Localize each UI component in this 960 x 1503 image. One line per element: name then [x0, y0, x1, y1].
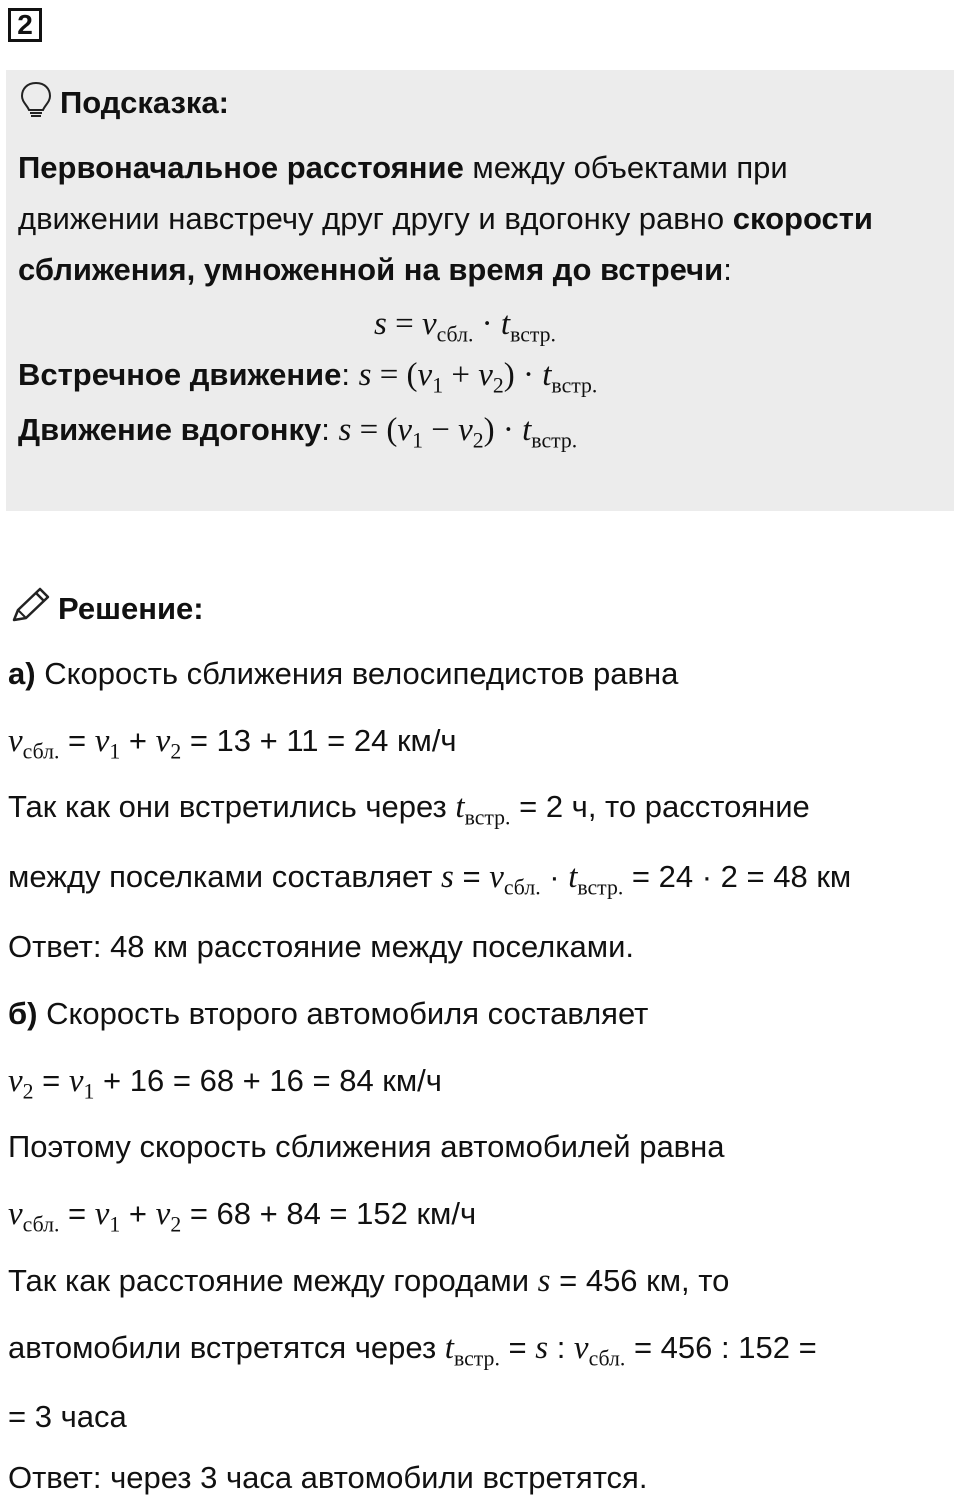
math-expr: s — [441, 859, 454, 895]
hint-chase-line: Движение вдогонку: $s = (v_1 - v_2) \cdot t_{встр.}$ — [18, 412, 578, 453]
solution-text: = 2 ч, то расстояние — [510, 789, 810, 824]
solution-text: Так как они встретились через — [8, 789, 456, 824]
solution-b-line6: автомобили встретятся через $t_{встр.} = s$ : $v_{сбл.} = 456$ : 152 = — [8, 1330, 817, 1371]
hint-title: Подсказка: — [60, 84, 229, 120]
solution-text: Скорость второго автомобиля составляет — [37, 996, 649, 1031]
solution-text: = 24 · 2 = 48 км — [623, 859, 852, 894]
solution-a-eq1: $v_{сбл.} = v_1 + v_2 = 13 + 11 = 24$ км/ч — [8, 723, 457, 764]
solution-b-eq1: $v_2 = v_1 + 16 = 68 + 16 = 84$ км/ч — [8, 1063, 442, 1104]
math-expr: $v_1$ — [94, 723, 121, 764]
math-expr: $v_{сбл.}$ — [8, 723, 60, 764]
solution-a-line3 — [8, 787, 810, 830]
solution-title: Решение: — [58, 590, 204, 626]
solution-text: Так как расстояние между городами — [8, 1263, 538, 1298]
hint-line-2 — [18, 199, 873, 239]
math-expr: s — [537, 1263, 551, 1299]
meet-formula: $s = (v_1 + v_2) \cdot t_{встр.}$ — [358, 357, 598, 398]
part-b-label: б) — [8, 996, 38, 1031]
math-expr: $v_1$ — [94, 1196, 121, 1237]
hint-formula-main: $s = v_{сбл.} \cdot t_{встр.}$ — [374, 306, 556, 347]
solution-b-line3: Поэтому скорость сближения автомобилей равна — [8, 1129, 725, 1164]
hint-bold-term: Первоначальное расстояние — [18, 150, 464, 185]
solution-b-intro — [8, 994, 648, 1034]
solution-b-eq2: $v_{сбл.} = v_1 + v_2 = 68 + 84 = 152$ км/ч — [8, 1196, 477, 1237]
solution-text: автомобили встретятся через — [8, 1330, 445, 1365]
solution-b-line7: = 3 часа — [8, 1399, 127, 1434]
hint-bold-term: сближения, умноженной на время до встречи — [18, 252, 724, 287]
chase-label: Движение вдогонку — [18, 412, 322, 447]
hint-text: : — [723, 252, 732, 287]
hint-meet-line: Встречное движение: $s = (v_1 + v_2) \cdot t_{встр.}$ — [18, 357, 598, 398]
solution-a-line4: между поселками составляет $s = v_{сбл.} \cdot t_{встр.} = 24 \cdot 2 = 48$ км — [8, 859, 852, 900]
math-expr: $t_{встр.}$ — [455, 789, 511, 830]
solution-text: = 13 + 11 = 24 км/ч — [181, 723, 457, 758]
hint-text: между объектами при — [463, 150, 788, 185]
math-expr: $v_1$ — [68, 1063, 95, 1104]
meet-label: Встречное движение — [18, 357, 342, 392]
hint-box — [6, 70, 954, 511]
lightbulb-icon — [18, 80, 54, 125]
solution-text: = 456 : 152 = — [625, 1330, 817, 1365]
solution-text: = 68 + 84 = 152 км/ч — [181, 1196, 477, 1231]
math-expr: $v_{сбл.}$ — [489, 859, 541, 900]
math-expr: $t_{встр.}$ — [444, 1330, 500, 1371]
solution-b-line5 — [8, 1261, 729, 1301]
math-expr: $v_{сбл.}$ — [8, 1196, 60, 1237]
math-expr: $v_{сбл.}$ — [573, 1330, 626, 1371]
solution-text: = 456 км, то — [550, 1263, 730, 1298]
chase-formula: $s = (v_1 - v_2) \cdot t_{встр.}$ — [338, 412, 578, 453]
hint-bold-term: скорости — [732, 201, 873, 236]
hint-line-1 — [18, 148, 788, 188]
math-expr: s — [535, 1330, 549, 1366]
task-number: 2 — [8, 8, 42, 42]
part-a-label: а) — [8, 656, 36, 691]
hint-text: движении навстречу друг другу и вдогонку равно — [18, 201, 733, 236]
pencil-icon — [8, 586, 52, 631]
solution-a-answer: Ответ: 48 км расстояние между поселками. — [8, 929, 634, 964]
solution-text: между поселками составляет — [8, 859, 442, 894]
solution-text: Скорость сближения велосипедистов равна — [35, 656, 679, 691]
math-expr: $v_2$ — [155, 1196, 182, 1237]
math-expr: $v_2$ — [155, 723, 182, 764]
solution-a-intro — [8, 654, 678, 694]
hint-header — [18, 80, 229, 125]
math-expr: $t_{встр.}$ — [568, 859, 624, 900]
solution-header — [8, 586, 204, 631]
math-expr: $v_2$ — [8, 1063, 34, 1104]
solution-text: + 16 = 68 + 16 = 84 км/ч — [94, 1063, 442, 1098]
solution-b-answer: Ответ: через 3 часа автомобили встретятся. — [8, 1460, 648, 1495]
hint-line-3 — [18, 250, 732, 290]
